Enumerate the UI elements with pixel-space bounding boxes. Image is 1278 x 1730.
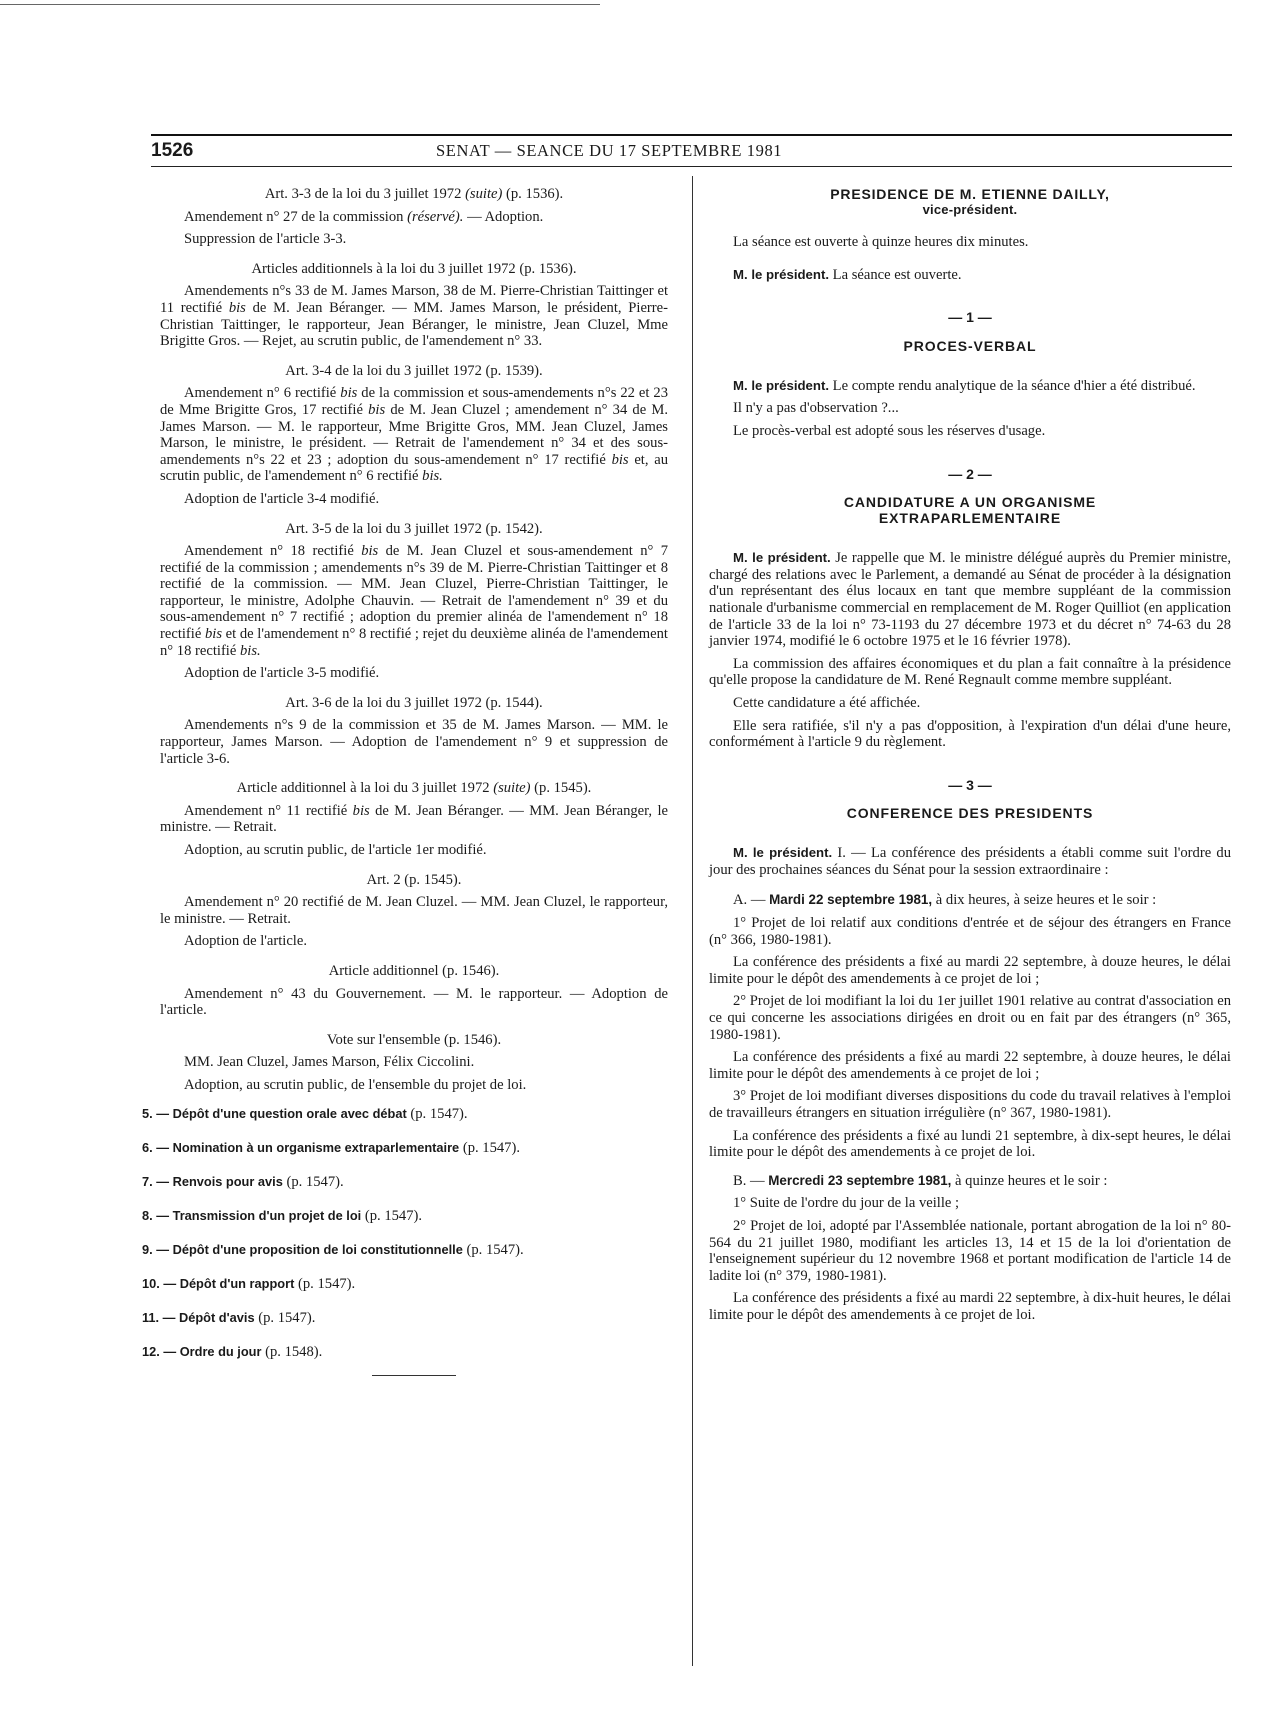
- paragraph: Adoption de l'article 3-5 modifié.: [184, 665, 380, 682]
- toc-item: 7. — Renvois pour avis (p. 1547).: [142, 1173, 344, 1190]
- section-number: — 1 —: [948, 309, 992, 326]
- paragraph: Amendement n° 27 de la commission (réservé). — Adoption.: [184, 208, 544, 225]
- paragraph: Adoption, au scrutin public, de l'ensemble du projet de loi.: [184, 1076, 527, 1093]
- article-heading: Art. 3-4 de la loi du 3 juillet 1972 (p. 1539).: [285, 362, 543, 379]
- section-number: — 2 —: [948, 465, 992, 482]
- paragraph: Adoption, au scrutin public, de l'article 1er modifié.: [184, 842, 487, 858]
- toc-item: 6. — Nomination à un organisme extraparlementaire (p. 1547).: [142, 1139, 520, 1156]
- paragraph: La conférence des présidents a fixé au lundi 21 septembre, à dix-sept heures, le délai limite pour le dépôt des amendements à ce projet de loi.: [709, 1127, 1231, 1161]
- paragraph: Amendements n°s 9 de la commission et 35 de M. James Marson. — MM. le rapporteur, James Marson. — Adoption de l'amendement n° 9 et suppression de l'article 3-6.: [160, 717, 668, 767]
- page-number: 1526: [151, 140, 194, 161]
- paragraph: 2° Projet de loi modifiant la loi du 1er juillet 1901 relative au contrat d'association en ce qui concerne les associations dirigées en droit ou en fait par des étrangers (n° 365, 1980-1981).: [709, 993, 1231, 1043]
- header-underline: [151, 166, 1232, 167]
- article-heading: Article additionnel à la loi du 3 juillet 1972 (suite) (p. 1545).: [236, 780, 592, 797]
- paragraph: 1° Suite de l'ordre du jour de la veille ;: [733, 1195, 960, 1212]
- article-heading: Articles additionnels à la loi du 3 juillet 1972 (p. 1536).: [251, 260, 577, 277]
- paragraph: Amendement n° 43 du Gouvernement. — M. le rapporteur. — Adoption de l'article.: [160, 985, 668, 1019]
- paragraph: Amendement n° 11 rectifié bis de M. Jean Béranger. — MM. Jean Béranger, le ministre. — Retrait.: [160, 802, 668, 836]
- section-title: CANDIDATURE A UN ORGANISME EXTRAPARLEMENTAIRE: [843, 494, 1097, 527]
- right-column: [709, 186, 1231, 1330]
- toc-item: 5. — Dépôt d'une question orale avec débat (p. 1547).: [142, 1105, 468, 1122]
- article-heading: Art. 3-3 de la loi du 3 juillet 1972 (suite) (p. 1536).: [264, 186, 564, 202]
- paragraph: La conférence des présidents a fixé au mardi 22 septembre, à douze heures, le délai limite pour le dépôt des amendements à ce projet de loi ;: [709, 1049, 1231, 1082]
- paragraph: Elle sera ratifiée, s'il n'y a pas d'opposition, à l'expiration d'un délai d'une heure, conformément à l'article 9 du règlement.: [709, 717, 1231, 751]
- page-header: [151, 140, 1232, 164]
- paragraph: M. le président. I. — La conférence des présidents a établi comme suit l'ordre du jour des prochaines séances du Sénat pour la session extraordinaire :: [709, 845, 1231, 878]
- article-heading: Art. 2 (p. 1545).: [366, 871, 462, 888]
- paragraph: MM. Jean Cluzel, James Marson, Félix Ciccolini.: [184, 1054, 475, 1071]
- article-heading: Vote sur l'ensemble (p. 1546).: [326, 1031, 502, 1048]
- top-scan-line: [0, 4, 600, 5]
- paragraph: A. — Mardi 22 septembre 1981, à dix heures, à seize heures et le soir :: [733, 892, 1157, 909]
- left-column: [142, 186, 669, 1376]
- paragraph: Le procès-verbal est adopté sous les réserves d'usage.: [733, 422, 1046, 439]
- presidency-heading: PRESIDENCE DE M. ETIENNE DAILLY, vice-président.: [830, 186, 1110, 217]
- paragraph: Adoption de l'article.: [184, 933, 307, 950]
- page-title: SENAT — SEANCE DU 17 SEPTEMBRE 1981: [436, 141, 783, 160]
- paragraph: 2° Projet de loi, adopté par l'Assemblée nationale, portant abrogation de la loi n° 80-564 du 21 juillet 1980, modifiant les articles 13, 14 et 15 de la loi d'orientation de l'enseignement supérieur du 12 novembre 1968 et portant modification de l'article 14 de ladite loi (n° 379, 1980-1981).: [709, 1217, 1231, 1284]
- speaker-label: M. le président.: [733, 266, 829, 282]
- paragraph: Amendement n° 6 rectifié bis de la commission et sous-amendements n°s 22 et 23 de Mme Brigitte Gros, 17 rectifié bis de M. Jean Cluzel ; amendement n° 34 de M. James Marson. — M. le rapporteur, Mme Brigitte Gros, MM. Jean Cluzel, James Marson, le ministre, le président. — Retrait de l'amendement n° 34 et des sous-amendements n°s 22 et 23 ; adoption du sous-amendement n° 17 rectifié bis et, au scrutin public, de l'amendement n° 6 rectifié bis.: [160, 385, 669, 485]
- paragraph: Cette candidature a été affichée.: [733, 694, 921, 711]
- paragraph: La séance est ouverte à quinze heures dix minutes.: [733, 234, 1029, 250]
- section-number: — 3 —: [948, 776, 992, 793]
- paragraph: M. le président. La séance est ouverte.: [733, 266, 962, 283]
- paragraph: La conférence des présidents a fixé au mardi 22 septembre, à douze heures, le délai limite pour le dépôt des amendements à ce projet de loi ;: [709, 954, 1231, 987]
- paragraph: Amendements n°s 33 de M. James Marson, 38 de M. Pierre-Christian Taittinger et 11 rectifié bis de M. Jean Béranger. — MM. James Marson, le président, Pierre-Christian Taittinger, le rapporteur, Jean Béranger, le ministre, Jean Cluzel, Mme Brigitte Gros. — Rejet, au scrutin public, de l'amendement n° 33.: [160, 283, 668, 350]
- paragraph: 1° Projet de loi relatif aux conditions d'entrée et de séjour des étrangers en France (n° 366, 1980-1981).: [709, 915, 1231, 948]
- paragraph: B. — Mercredi 23 septembre 1981, à quinze heures et le soir :: [733, 1172, 1108, 1189]
- speaker-label: M. le président.: [733, 550, 831, 566]
- section-title: CONFERENCE DES PRESIDENTS: [846, 805, 1094, 822]
- speaker-label: M. le président.: [733, 377, 829, 393]
- column-divider: [692, 176, 693, 1666]
- paragraph: Adoption de l'article 3-4 modifié.: [184, 490, 380, 507]
- paragraph: M. le président. Je rappelle que M. le ministre délégué auprès du Premier ministre, chargé des relations avec le Parlement, a demandé au Sénat de procéder à la désignation d'un représentant des élus locaux en tant que membre suppléant de la commission nationale d'urbanisme commercial en remplacement de M. Roger Quilliot (en application de l'article 33 de la loi n° 73-1193 du 27 décembre 1973 et du décret n° 74-63 du 28 janvier 1974, modifié le 6 octobre 1975 et le 16 février 1978).: [709, 550, 1232, 650]
- toc-item: 9. — Dépôt d'une proposition de loi constitutionnelle (p. 1547).: [142, 1241, 524, 1258]
- paragraph: Amendement n° 20 rectifié de M. Jean Cluzel. — MM. Jean Cluzel, le rapporteur, le ministre. — Retrait.: [160, 894, 668, 927]
- toc-item: 11. — Dépôt d'avis (p. 1547).: [142, 1310, 316, 1327]
- toc-item: 8. — Transmission d'un projet de loi (p. 1547).: [142, 1207, 423, 1224]
- speaker-label: M. le président.: [733, 845, 833, 861]
- article-heading: Art. 3-6 de la loi du 3 juillet 1972 (p. 1544).: [285, 694, 543, 711]
- section-title: PROCES-VERBAL: [903, 337, 1037, 354]
- table-of-contents: [142, 1106, 668, 1361]
- article-heading: Article additionnel (p. 1546).: [328, 962, 500, 979]
- paragraph: La conférence des présidents a fixé au mardi 22 septembre, à dix-huit heures, le délai limite pour le dépôt des amendements à ce projet de loi.: [709, 1290, 1231, 1323]
- header-rule: [151, 134, 1232, 136]
- paragraph: Amendement n° 18 rectifié bis de M. Jean Cluzel et sous-amendement n° 7 rectifié de la commission ; amendements n°s 39 de M. Pierre-Christian Taittinger et 8 rectifié de la commission. — MM. Jean Cluzel, Pierre-Christian Taittinger, le rapporteur, le ministre, Adolphe Chauvin. — Retrait de l'amendement n° 39 et du sous-amendement n° 7 rectifié ; adoption du premier alinéa de l'amendement n° 18 rectifié bis et de l'amendement n° 8 rectifié ; rejet du deuxième alinéa de l'amendement n° 18 rectifié bis.: [160, 543, 669, 659]
- paragraph: Il n'y a pas d'observation ?...: [733, 400, 899, 417]
- paragraph: Suppression de l'article 3-3.: [184, 231, 347, 248]
- toc-item: 10. — Dépôt d'un rapport (p. 1547).: [142, 1276, 356, 1292]
- article-heading: Art. 3-5 de la loi du 3 juillet 1972 (p. 1542).: [285, 520, 543, 537]
- paragraph: 3° Projet de loi modifiant diverses dispositions du code du travail relatives à l'emploi de travailleurs étrangers en situation irrégulière (n° 367, 1980-1981).: [709, 1088, 1231, 1121]
- paragraph: M. le président. Le compte rendu analytique de la séance d'hier a été distribué.: [733, 377, 1196, 394]
- end-rule: [372, 1375, 456, 1376]
- toc-item: 12. — Ordre du jour (p. 1548).: [142, 1344, 323, 1361]
- paragraph: La commission des affaires économiques et du plan a fait connaître à la présidence qu'elle propose la candidature de M. René Regnault comme membre suppléant.: [709, 655, 1231, 689]
